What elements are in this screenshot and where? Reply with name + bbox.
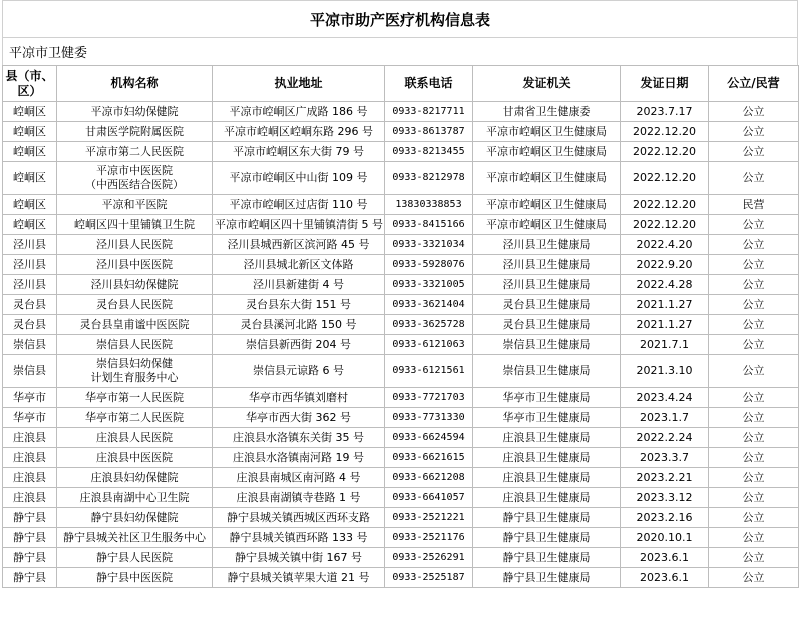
cell-county: 静宁县	[3, 528, 57, 548]
cell-authority: 华亭市卫生健康局	[473, 388, 621, 408]
cell-address: 平凉市崆峒区中山街 109 号	[213, 162, 385, 195]
cell-county: 崆峒区	[3, 102, 57, 122]
cell-type: 公立	[709, 528, 799, 548]
cell-authority: 静宁县卫生健康局	[473, 548, 621, 568]
table-row	[3, 408, 799, 428]
header-row	[3, 66, 799, 102]
cell-address: 泾川县城西新区滨河路 45 号	[213, 235, 385, 255]
header-authority: 发证机关	[473, 66, 621, 102]
issuing-org: 平凉市卫健委	[2, 37, 798, 65]
cell-date: 2023.4.24	[621, 388, 709, 408]
table-row	[3, 468, 799, 488]
cell-type: 公立	[709, 122, 799, 142]
cell-name: 泾川县人民医院	[57, 235, 213, 255]
cell-address: 庄浪县水洛镇南河路 19 号	[213, 448, 385, 468]
cell-name: 平凉和平医院	[57, 195, 213, 215]
table-row	[3, 428, 799, 448]
table-row	[3, 335, 799, 355]
cell-phone: 0933-8217711	[385, 102, 473, 122]
cell-type: 公立	[709, 255, 799, 275]
table-row	[3, 235, 799, 255]
cell-date: 2022.12.20	[621, 162, 709, 195]
table-row	[3, 548, 799, 568]
table-body	[3, 102, 799, 588]
spreadsheet	[2, 0, 798, 588]
cell-authority: 庄浪县卫生健康局	[473, 468, 621, 488]
cell-address: 平凉市崆峒区东大街 79 号	[213, 142, 385, 162]
cell-authority: 静宁县卫生健康局	[473, 528, 621, 548]
cell-type: 公立	[709, 355, 799, 388]
cell-name: 崇信县妇幼保健 计划生育服务中心	[57, 355, 213, 388]
cell-phone: 0933-8415166	[385, 215, 473, 235]
cell-authority: 庄浪县卫生健康局	[473, 488, 621, 508]
cell-phone: 0933-3621404	[385, 295, 473, 315]
cell-type: 公立	[709, 142, 799, 162]
table-row	[3, 102, 799, 122]
table-row	[3, 142, 799, 162]
cell-date: 2023.6.1	[621, 548, 709, 568]
cell-name: 泾川县妇幼保健院	[57, 275, 213, 295]
header-date: 发证日期	[621, 66, 709, 102]
table-row	[3, 355, 799, 388]
cell-date: 2023.2.21	[621, 468, 709, 488]
cell-address: 崇信县新西街 204 号	[213, 335, 385, 355]
cell-address: 泾川县新建街 4 号	[213, 275, 385, 295]
cell-date: 2022.4.20	[621, 235, 709, 255]
table-row	[3, 295, 799, 315]
cell-date: 2022.12.20	[621, 195, 709, 215]
cell-phone: 13830338853	[385, 195, 473, 215]
cell-phone: 0933-2525187	[385, 568, 473, 588]
cell-type: 公立	[709, 102, 799, 122]
cell-address: 静宁县城关镇苹果大道 21 号	[213, 568, 385, 588]
cell-name: 灵台县皇甫谧中医医院	[57, 315, 213, 335]
cell-authority: 静宁县卫生健康局	[473, 568, 621, 588]
table-row	[3, 528, 799, 548]
cell-phone: 0933-5928076	[385, 255, 473, 275]
cell-phone: 0933-2526291	[385, 548, 473, 568]
cell-address: 灵台县东大街 151 号	[213, 295, 385, 315]
cell-county: 华亭市	[3, 388, 57, 408]
cell-county: 崇信县	[3, 335, 57, 355]
cell-date: 2022.9.20	[621, 255, 709, 275]
cell-type: 公立	[709, 448, 799, 468]
table-row	[3, 195, 799, 215]
cell-address: 庄浪县南湖镇寺巷路 1 号	[213, 488, 385, 508]
cell-phone: 0933-6624594	[385, 428, 473, 448]
cell-county: 崆峒区	[3, 195, 57, 215]
cell-phone: 0933-6621208	[385, 468, 473, 488]
cell-authority: 甘肃省卫生健康委	[473, 102, 621, 122]
cell-type: 公立	[709, 568, 799, 588]
cell-type: 公立	[709, 428, 799, 448]
cell-type: 公立	[709, 508, 799, 528]
cell-date: 2023.3.7	[621, 448, 709, 468]
cell-county: 泾川县	[3, 275, 57, 295]
cell-address: 庄浪县水洛镇东关街 35 号	[213, 428, 385, 448]
cell-county: 崆峒区	[3, 215, 57, 235]
cell-date: 2021.1.27	[621, 315, 709, 335]
cell-name: 静宁县中医医院	[57, 568, 213, 588]
cell-address: 平凉市崆峒区四十里铺镇清街 5 号	[213, 215, 385, 235]
cell-name: 静宁县妇幼保健院	[57, 508, 213, 528]
cell-county: 庄浪县	[3, 488, 57, 508]
header-phone: 联系电话	[385, 66, 473, 102]
cell-phone: 0933-8212978	[385, 162, 473, 195]
cell-county: 泾川县	[3, 255, 57, 275]
cell-phone: 0933-6621615	[385, 448, 473, 468]
table-row	[3, 215, 799, 235]
cell-type: 公立	[709, 488, 799, 508]
cell-county: 庄浪县	[3, 468, 57, 488]
cell-type: 公立	[709, 468, 799, 488]
cell-phone: 0933-3321005	[385, 275, 473, 295]
cell-phone: 0933-6121561	[385, 355, 473, 388]
cell-county: 静宁县	[3, 568, 57, 588]
cell-date: 2022.12.20	[621, 122, 709, 142]
cell-date: 2023.6.1	[621, 568, 709, 588]
cell-date: 2021.1.27	[621, 295, 709, 315]
table-row	[3, 255, 799, 275]
cell-name: 静宁县人民医院	[57, 548, 213, 568]
cell-name: 庄浪县中医医院	[57, 448, 213, 468]
cell-date: 2023.7.17	[621, 102, 709, 122]
cell-address: 平凉市崆峒区广成路 186 号	[213, 102, 385, 122]
table-row	[3, 568, 799, 588]
cell-name: 平凉市第二人民医院	[57, 142, 213, 162]
cell-county: 崆峒区	[3, 142, 57, 162]
cell-date: 2022.4.28	[621, 275, 709, 295]
cell-phone: 0933-6641057	[385, 488, 473, 508]
cell-authority: 泾川县卫生健康局	[473, 255, 621, 275]
cell-type: 公立	[709, 215, 799, 235]
cell-authority: 平凉市崆峒区卫生健康局	[473, 195, 621, 215]
cell-authority: 华亭市卫生健康局	[473, 408, 621, 428]
cell-authority: 泾川县卫生健康局	[473, 275, 621, 295]
cell-phone: 0933-8213455	[385, 142, 473, 162]
cell-phone: 0933-7731330	[385, 408, 473, 428]
cell-authority: 崇信县卫生健康局	[473, 335, 621, 355]
cell-address: 静宁县城关镇西城区西环支路	[213, 508, 385, 528]
cell-date: 2022.12.20	[621, 215, 709, 235]
cell-type: 公立	[709, 408, 799, 428]
cell-authority: 泾川县卫生健康局	[473, 235, 621, 255]
cell-address: 泾川县城北新区文体路	[213, 255, 385, 275]
header-county: 县（市、区）	[3, 66, 57, 102]
cell-address: 静宁县城关镇西环路 133 号	[213, 528, 385, 548]
cell-date: 2023.1.7	[621, 408, 709, 428]
cell-name: 平凉市妇幼保健院	[57, 102, 213, 122]
cell-name: 崇信县人民医院	[57, 335, 213, 355]
cell-county: 庄浪县	[3, 428, 57, 448]
cell-date: 2023.3.12	[621, 488, 709, 508]
cell-name: 庄浪县南湖中心卫生院	[57, 488, 213, 508]
cell-county: 静宁县	[3, 508, 57, 528]
cell-date: 2023.2.16	[621, 508, 709, 528]
cell-address: 灵台县溪河北路 150 号	[213, 315, 385, 335]
cell-authority: 静宁县卫生健康局	[473, 508, 621, 528]
cell-name: 平凉市中医医院 （中西医结合医院）	[57, 162, 213, 195]
cell-phone: 0933-6121063	[385, 335, 473, 355]
cell-phone: 0933-8613787	[385, 122, 473, 142]
cell-name: 静宁县城关社区卫生服务中心	[57, 528, 213, 548]
cell-authority: 平凉市崆峒区卫生健康局	[473, 142, 621, 162]
cell-address: 华亭市西华镇刘磨村	[213, 388, 385, 408]
cell-name: 华亭市第一人民医院	[57, 388, 213, 408]
table-row	[3, 448, 799, 468]
cell-authority: 平凉市崆峒区卫生健康局	[473, 162, 621, 195]
cell-address: 庄浪县南城区南河路 4 号	[213, 468, 385, 488]
cell-name: 甘肃医学院附属医院	[57, 122, 213, 142]
cell-type: 公立	[709, 315, 799, 335]
cell-phone: 0933-2521221	[385, 508, 473, 528]
cell-date: 2022.12.20	[621, 142, 709, 162]
cell-county: 泾川县	[3, 235, 57, 255]
cell-address: 崇信县元谅路 6 号	[213, 355, 385, 388]
cell-phone: 0933-2521176	[385, 528, 473, 548]
cell-phone: 0933-7721703	[385, 388, 473, 408]
cell-type: 公立	[709, 335, 799, 355]
cell-authority: 灵台县卫生健康局	[473, 295, 621, 315]
table-row	[3, 315, 799, 335]
cell-address: 静宁县城关镇中街 167 号	[213, 548, 385, 568]
cell-authority: 庄浪县卫生健康局	[473, 448, 621, 468]
cell-name: 崆峒区四十里铺镇卫生院	[57, 215, 213, 235]
cell-authority: 庄浪县卫生健康局	[473, 428, 621, 448]
cell-type: 公立	[709, 275, 799, 295]
table-row	[3, 162, 799, 195]
cell-date: 2021.7.1	[621, 335, 709, 355]
cell-type: 公立	[709, 295, 799, 315]
cell-county: 崆峒区	[3, 122, 57, 142]
cell-county: 灵台县	[3, 315, 57, 335]
table-row	[3, 508, 799, 528]
cell-authority: 平凉市崆峒区卫生健康局	[473, 215, 621, 235]
cell-authority: 崇信县卫生健康局	[473, 355, 621, 388]
cell-address: 平凉市崆峒区崆峒东路 296 号	[213, 122, 385, 142]
cell-county: 静宁县	[3, 548, 57, 568]
cell-date: 2020.10.1	[621, 528, 709, 548]
table-row	[3, 388, 799, 408]
cell-name: 华亭市第二人民医院	[57, 408, 213, 428]
cell-date: 2021.3.10	[621, 355, 709, 388]
table-row	[3, 488, 799, 508]
cell-authority: 灵台县卫生健康局	[473, 315, 621, 335]
header-address: 执业地址	[213, 66, 385, 102]
cell-phone: 0933-3625728	[385, 315, 473, 335]
table-row	[3, 122, 799, 142]
cell-county: 崇信县	[3, 355, 57, 388]
cell-type: 公立	[709, 548, 799, 568]
cell-county: 崆峒区	[3, 162, 57, 195]
cell-date: 2022.2.24	[621, 428, 709, 448]
institution-table	[2, 65, 799, 588]
page-title: 平凉市助产医疗机构信息表	[2, 0, 798, 37]
cell-type: 民营	[709, 195, 799, 215]
cell-county: 灵台县	[3, 295, 57, 315]
cell-type: 公立	[709, 388, 799, 408]
cell-type: 公立	[709, 235, 799, 255]
cell-type: 公立	[709, 162, 799, 195]
cell-address: 华亭市西大街 362 号	[213, 408, 385, 428]
cell-name: 庄浪县人民医院	[57, 428, 213, 448]
cell-phone: 0933-3321034	[385, 235, 473, 255]
cell-name: 庄浪县妇幼保健院	[57, 468, 213, 488]
table-row	[3, 275, 799, 295]
cell-name: 泾川县中医医院	[57, 255, 213, 275]
header-name: 机构名称	[57, 66, 213, 102]
cell-county: 华亭市	[3, 408, 57, 428]
header-type: 公立/民营	[709, 66, 799, 102]
cell-name: 灵台县人民医院	[57, 295, 213, 315]
cell-address: 平凉市崆峒区过店街 110 号	[213, 195, 385, 215]
cell-authority: 平凉市崆峒区卫生健康局	[473, 122, 621, 142]
cell-county: 庄浪县	[3, 448, 57, 468]
